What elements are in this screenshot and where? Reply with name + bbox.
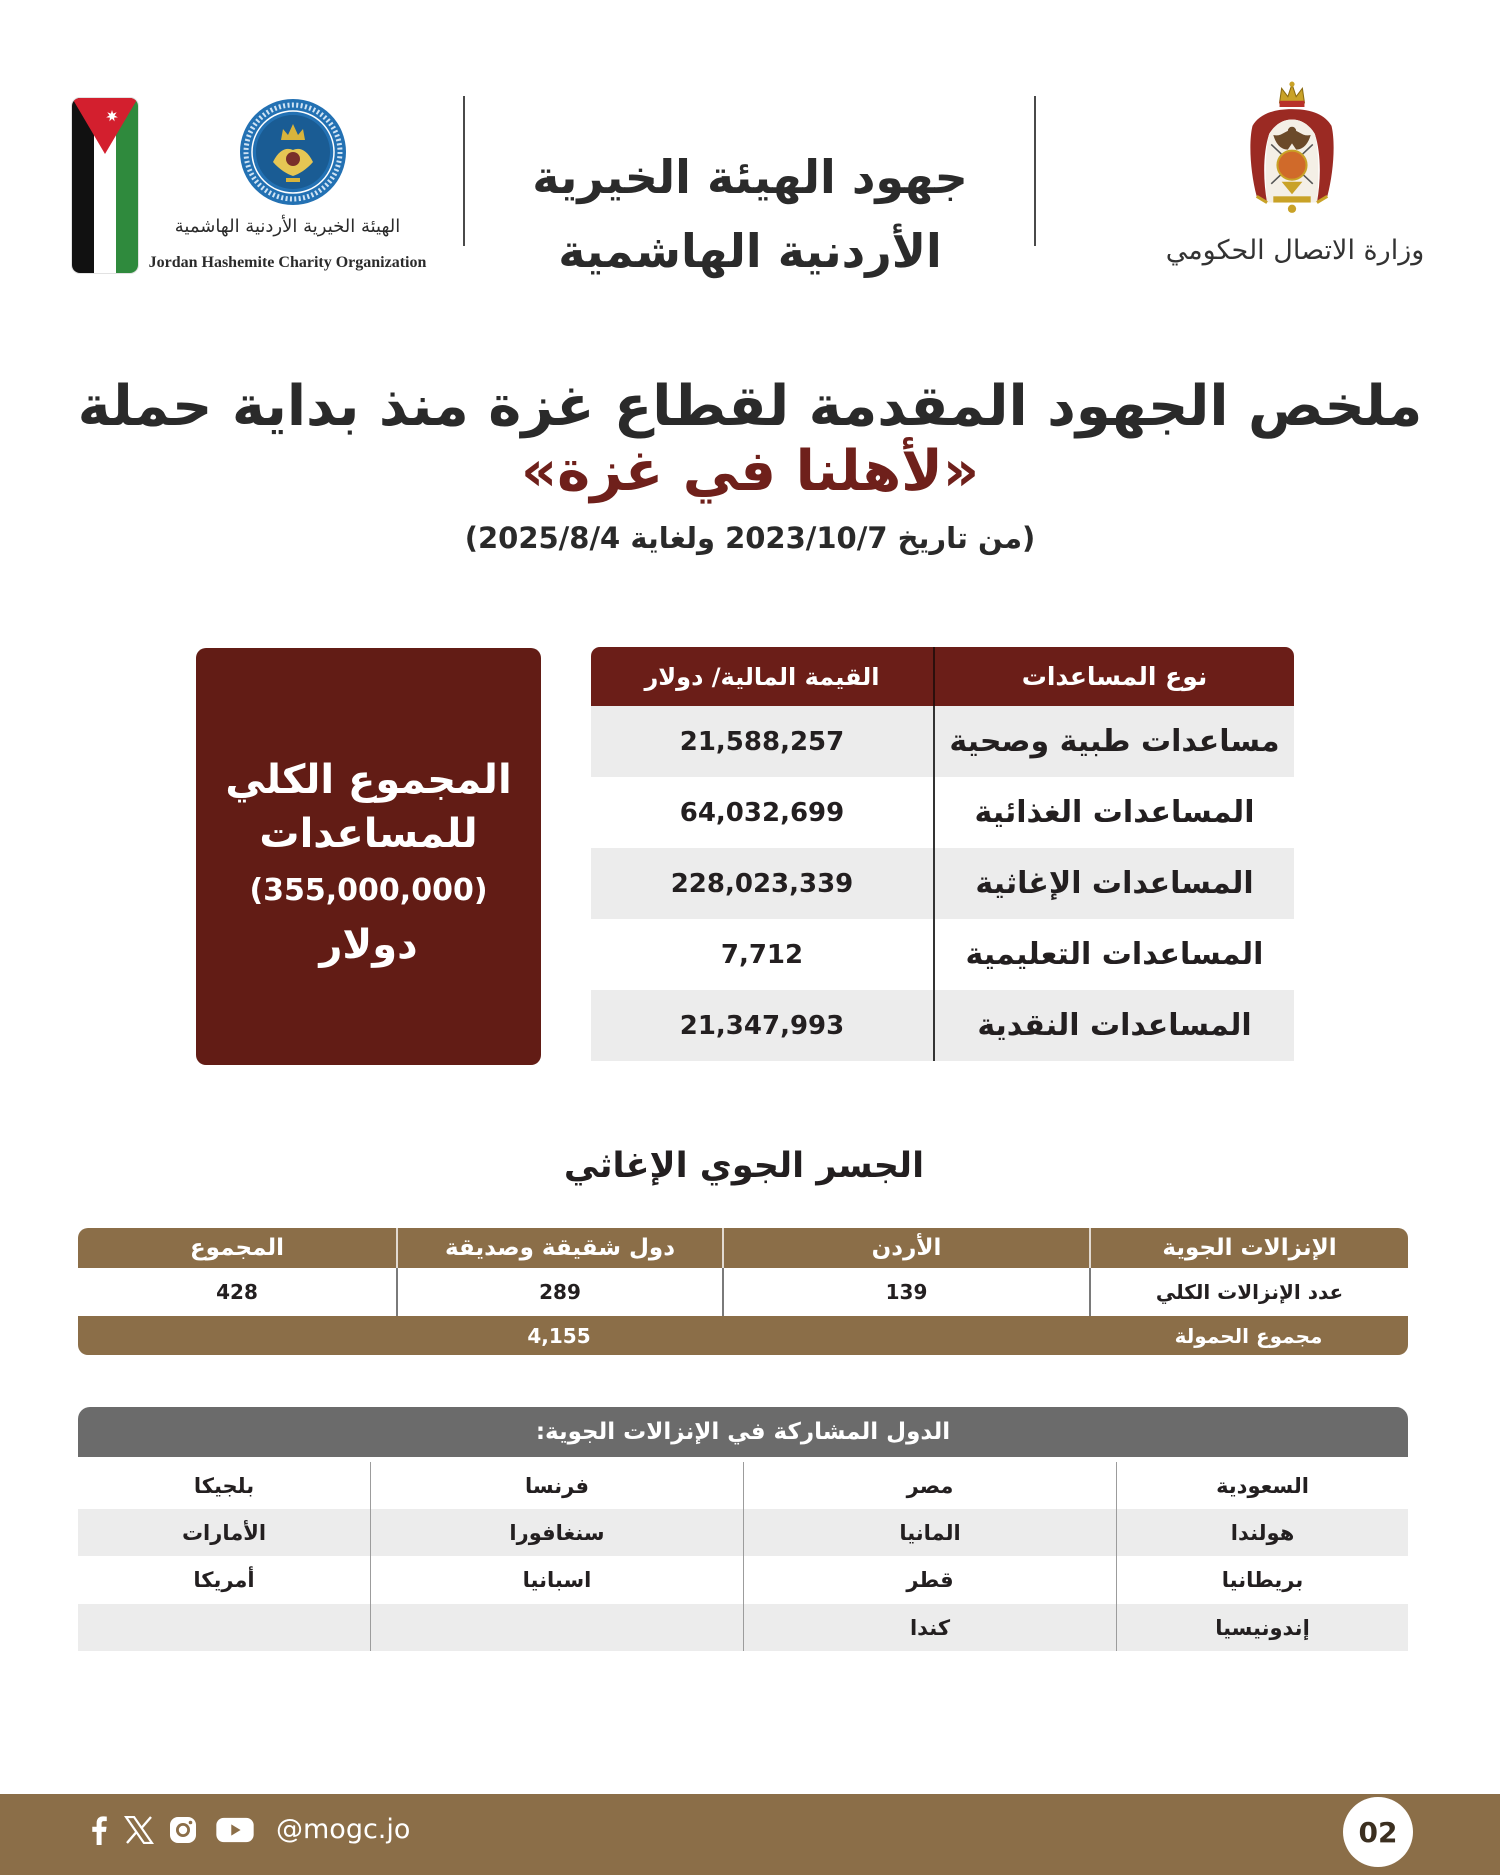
country-cell: الأمارات: [181, 1520, 267, 1545]
facebook-icon: [90, 1816, 108, 1845]
aid-table: [591, 647, 1294, 1061]
country-cell: كندا: [743, 1604, 1116, 1651]
country-cell-empty: [370, 1604, 743, 1651]
charity-emblem-graphic: [239, 98, 347, 206]
country-cell: سنغافورا: [370, 1509, 743, 1556]
aid-value-cell: 21,347,993: [679, 1010, 845, 1041]
country-cell: السعودية: [1116, 1462, 1408, 1509]
charity-emblem-icon: [239, 98, 347, 206]
aid-value-cell: 21,588,257: [679, 726, 845, 757]
country-cell: المانيا: [743, 1509, 1116, 1556]
airdrop-header-label: الإنزالات الجوية: [1089, 1228, 1408, 1268]
header-divider-left: [463, 96, 465, 246]
country-cell: أمريكا: [193, 1568, 255, 1592]
total-aid-box: [196, 648, 541, 1065]
table-row: [78, 1509, 1408, 1556]
header-title-line-2: الأردنية الهاشمية: [558, 224, 942, 278]
header-divider-right: [1034, 96, 1036, 246]
aid-value-cell: 7,712: [720, 939, 804, 970]
total-aid-line-1: المجموع الكلي: [225, 757, 512, 803]
airdrop-header-jordan: الأردن: [722, 1228, 1089, 1268]
summary-title: ملخص الجهود المقدمة لقطاع غزة منذ بداية حملة: [77, 374, 1423, 439]
total-aid-line-2: للمساعدات: [259, 811, 478, 857]
charity-name-arabic: الهيئة الخيرية الأردنية الهاشمية: [174, 216, 401, 237]
table-row: [591, 777, 1294, 848]
country-cell: إندونيسيا: [1116, 1604, 1408, 1651]
coat-of-arms-icon: [1240, 80, 1344, 215]
country-cell: مصر: [743, 1462, 1116, 1509]
aid-type-cell: المساعدات الغذائية: [933, 777, 1294, 848]
table-row: [591, 706, 1294, 777]
country-cell: قطر: [743, 1556, 1116, 1604]
campaign-name: «لأهلنا في غزة»: [520, 439, 980, 504]
country-cell: بلجيكا: [193, 1473, 255, 1498]
countries-table: [78, 1407, 1408, 1651]
table-row: [78, 1604, 1408, 1651]
airdrop-header-partners: دول شقيقة وصديقة: [396, 1228, 722, 1268]
airbridge-title: الجسر الجوي الإغاثي: [563, 1146, 925, 1186]
aid-type-cell: المساعدات التعليمية: [933, 919, 1294, 990]
total-aid-currency: دولار: [319, 922, 418, 968]
total-drops-partners: 289: [396, 1268, 722, 1316]
table-row: [591, 990, 1294, 1061]
x-icon: [124, 1816, 154, 1844]
total-payload-value: 4,155: [527, 1323, 591, 1348]
table-row: [591, 919, 1294, 990]
table-row: [78, 1268, 1408, 1316]
summary-period: (من تاريخ 2023/10/7 ولغاية 2025/8/4): [464, 521, 1036, 555]
total-drops-jordan: 139: [722, 1268, 1089, 1316]
airdrop-header-total: المجموع: [189, 1235, 285, 1261]
total-drops-label: عدد الإنزالات الكلي: [1089, 1268, 1408, 1316]
ministry-name: وزارة الاتصال الحكومي: [1165, 235, 1425, 266]
country-cell-empty: [78, 1604, 370, 1651]
aid-type-cell: مساعدات طبية وصحية: [933, 706, 1294, 777]
airdrop-table: [78, 1228, 1408, 1355]
table-row: [78, 1316, 1408, 1355]
country-cell: فرنسا: [370, 1462, 743, 1509]
charity-name-english: Jordan Hashemite Charity Organization: [148, 254, 427, 271]
jordan-flag-graphic: [72, 98, 138, 273]
total-payload-spacer: [78, 1316, 396, 1355]
aid-header-value: القيمة المالية/ دولار: [644, 662, 880, 691]
table-row: [591, 848, 1294, 919]
airdrop-table-header: [78, 1228, 1408, 1268]
aid-type-cell: المساعدات الإغاثية: [933, 848, 1294, 919]
aid-header-type: نوع المساعدات: [933, 647, 1294, 706]
total-payload-spacer: [722, 1316, 1089, 1355]
page-number-badge: [1343, 1797, 1413, 1867]
aid-table-header: [591, 647, 1294, 706]
social-handle: @mogc.jo: [276, 1814, 411, 1845]
table-row: [78, 1462, 1408, 1509]
page-number: 02: [1358, 1815, 1398, 1849]
country-cell: هولندا: [1116, 1509, 1408, 1556]
instagram-icon: [168, 1815, 198, 1845]
total-payload-label: مجموع الحمولة: [1174, 1323, 1323, 1348]
total-aid-amount: (355,000,000): [249, 873, 488, 908]
total-drops-sum: 428: [216, 1280, 258, 1304]
countries-title: الدول المشاركة في الإنزالات الجوية:: [78, 1407, 1408, 1457]
aid-type-cell: المساعدات النقدية: [933, 990, 1294, 1061]
country-cell: بريطانيا: [1116, 1556, 1408, 1604]
youtube-icon: [214, 1816, 256, 1844]
aid-value-cell: 228,023,339: [670, 868, 854, 899]
aid-value-cell: 64,032,699: [679, 797, 845, 828]
header-title-line-1: جهود الهيئة الخيرية: [532, 150, 968, 204]
coat-of-arms-graphic: [1240, 80, 1344, 215]
jordan-flag-icon: [72, 98, 138, 273]
country-cell: اسبانيا: [370, 1556, 743, 1604]
table-row: [78, 1556, 1408, 1604]
